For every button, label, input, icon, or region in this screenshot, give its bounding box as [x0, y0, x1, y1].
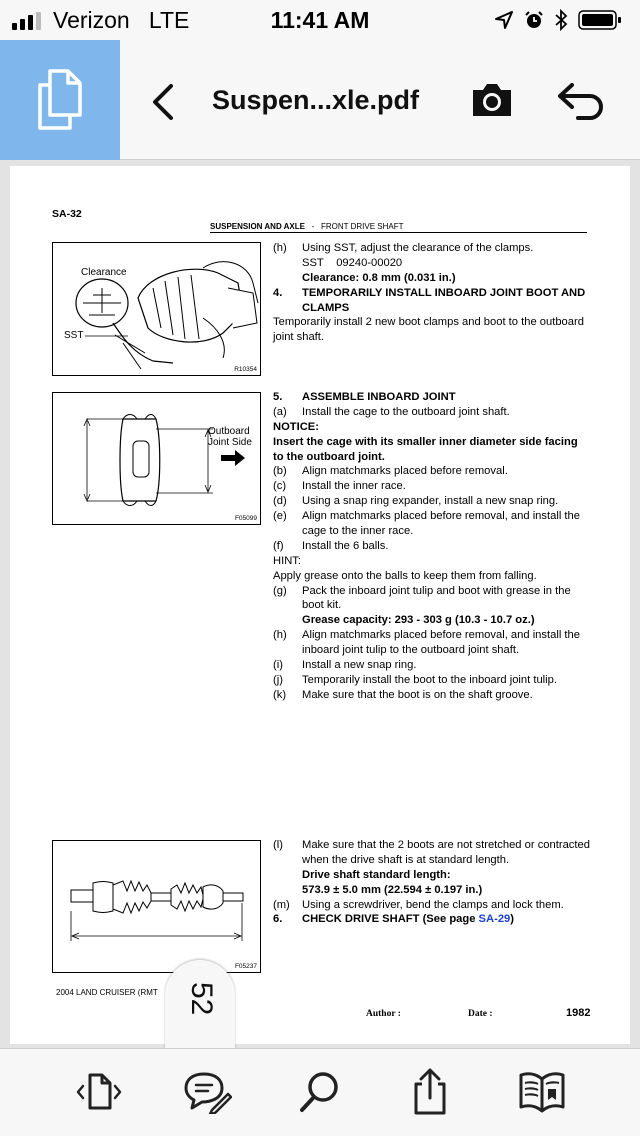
- documents-tab[interactable]: [0, 40, 120, 160]
- status-bar: [0, 0, 640, 40]
- page-indicator[interactable]: [165, 960, 235, 1050]
- location-arrow-icon: [494, 10, 514, 30]
- figure-drive-shaft-length: [52, 840, 261, 973]
- figure-label-joint-side: Joint Side: [208, 437, 252, 448]
- footer-date: Date :: [468, 1009, 493, 1019]
- figure-code: F05099: [234, 515, 257, 522]
- share-icon: [408, 1068, 452, 1116]
- figure-label-outboard: Outboard: [208, 426, 250, 437]
- undo-icon[interactable]: [554, 80, 606, 120]
- camera-icon[interactable]: [470, 80, 514, 120]
- annotate-button[interactable]: [181, 1067, 233, 1117]
- figure-label-sst: SST: [64, 330, 84, 341]
- documents-tab-icon: [34, 68, 86, 132]
- header-rule: [210, 232, 587, 233]
- carrier-label: Verizon LTE: [53, 7, 190, 33]
- battery-icon: [578, 9, 622, 31]
- page-tools-icon: [74, 1070, 122, 1114]
- share-button[interactable]: [404, 1067, 456, 1117]
- status-time: 11:41 AM: [270, 7, 370, 33]
- figure-code: R10354: [234, 366, 257, 373]
- page-tools-button[interactable]: [72, 1067, 124, 1117]
- page-indicator-number: 52: [185, 982, 218, 1016]
- bottom-toolbar: [0, 1048, 640, 1136]
- reader-book-icon: [517, 1069, 567, 1115]
- bluetooth-icon: [554, 9, 568, 31]
- back-chevron-icon[interactable]: [145, 80, 181, 124]
- network-label: LTE: [148, 7, 190, 33]
- page-link-sa-29[interactable]: SA-29: [478, 913, 511, 926]
- figure-label-clearance: Clearance: [81, 267, 127, 278]
- pdf-page: [10, 166, 630, 1044]
- document-title: Suspen...xle.pdf: [212, 85, 420, 115]
- footer-model: 2004 LAND CRUISER (RMT: [56, 988, 158, 997]
- text-block-assemble: 5. ASSEMBLE INBOARD JOINT (a) Install the cage to the outboard joint shaft. NOTICE: Insert the cage with its smaller inner diameter side facing to the outboard joint. (b) Align matchmarks placed before removal. (c) Install the inner race. (d) Using a snap ring expander, install a new snap ring. (e) Align matchmarks placed before removal, and install the cage to the inner race. (f) Install the 6 balls. HINT: Apply grease onto the balls to keep them from falling. (g) Pack the inboard joint tulip and boot with grease in the boot kit. Grease capacity: 293 - 303 g (10.3 - 10.7 oz.) (h) Align matchmarks placed before removal, and install the inboard joint tulip to the outboard joint shaft. (i) Install a new snap ring. (j) Temporarily install the boot to the inboard joint tulip. (k) Make sure that the boot is on the shaft groove.: [273, 391, 580, 701]
- reader-button[interactable]: [516, 1067, 568, 1117]
- cage-illustration: [53, 393, 262, 526]
- running-head: SUSPENSION AND AXLE - FRONT DRIVE SHAFT: [210, 222, 404, 231]
- figure-code: F05237: [234, 963, 257, 970]
- footer-page-number: 1982: [566, 1007, 591, 1019]
- footer-author: Author :: [366, 1009, 401, 1019]
- figure-clamp-clearance: [52, 242, 261, 376]
- clamp-illustration: [53, 243, 262, 377]
- search-icon: [297, 1069, 343, 1115]
- pdf-viewer[interactable]: [0, 160, 640, 1048]
- document-header: [0, 40, 640, 160]
- section-code: SA-32: [52, 208, 82, 220]
- text-block-clamps: (h) Using SST, adjust the clearance of the clamps. SST 09240-00020 Clearance: 0.8 mm (0.031 in.) 4. TEMPORARILY INSTALL INBOARD JOINT BOOT AND CLAMPS Temporarily install 2 new boot clamps and boot to the outboard joint shaft.: [273, 242, 586, 344]
- alarm-icon: [524, 10, 544, 30]
- text-block-shaft-length: (l) Make sure that the 2 boots are not stretched or contracted when the drive shaft is at standard length. Drive shaft standard length: 573.9 ± 5.0 mm (22.594 ± 0.197 in.) (m) Using a screwdriver, bend the clamps and lock them. 6. CHECK DRIVE SHAFT (See page SA-29): [273, 839, 590, 926]
- search-button[interactable]: [294, 1067, 346, 1117]
- drive-shaft-illustration: [53, 841, 262, 974]
- figure-inboard-cage: [52, 392, 261, 525]
- annotate-icon: [182, 1070, 232, 1114]
